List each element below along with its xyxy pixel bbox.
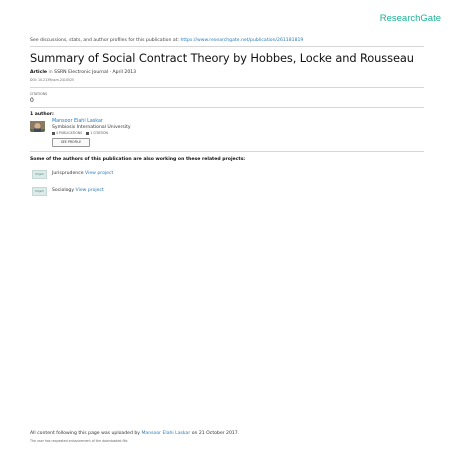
- authors-divider: [30, 151, 424, 152]
- authors-label: 1 author:: [30, 112, 54, 117]
- meta-divider: [30, 87, 424, 88]
- upload-note: [30, 431, 239, 436]
- publication-type: Article: [30, 70, 48, 75]
- enhancement-note: The user has requested enhancement of the downloaded file.: [30, 439, 129, 443]
- project-name: Sociology: [52, 188, 75, 193]
- author-name[interactable]: Mansoor Elahi Laskar: [52, 119, 103, 124]
- publication-doi: DOI: 10.2139/ssrn.2410525: [30, 78, 75, 82]
- avatar-photo-icon: [30, 121, 45, 132]
- see-profile-button[interactable]: SEE PROFILE: [52, 138, 90, 147]
- in-label: in: [48, 70, 53, 75]
- view-project-link[interactable]: View project: [85, 171, 114, 176]
- top-divider: [30, 46, 424, 47]
- upload-prefix: All content following this page was uploaded by: [30, 431, 140, 436]
- publication-meta: [30, 70, 136, 75]
- citations-label: CITATIONS: [30, 92, 48, 96]
- publication-title: Summary of Social Contract Theory by Hobbes, Locke and Rousseau: [30, 51, 414, 65]
- project-name: Jurisprudence: [52, 171, 84, 176]
- publication-venue: SSRN Electronic Journal · April 2013: [54, 70, 137, 75]
- author-publications: 4 PUBLICATIONS: [56, 131, 83, 135]
- publication-link[interactable]: https://www.researchgate.net/publication/261181819: [180, 38, 304, 43]
- related-projects-label: Some of the authors of this publication are also working on these related projects:: [30, 157, 246, 162]
- author-institution: Symbiosis International University: [52, 125, 131, 130]
- upload-date: on 21 October 2017.: [191, 431, 240, 436]
- square-bullet-icon: [86, 132, 89, 135]
- square-bullet-icon: [52, 132, 55, 135]
- uploader-link[interactable]: Mansoor Elahi Laskar: [141, 431, 191, 436]
- citations-divider: [30, 107, 424, 108]
- citations-count: 0: [30, 97, 34, 104]
- view-project-link[interactable]: View project: [75, 188, 104, 193]
- author-stats: [52, 131, 108, 135]
- related-project-item: [52, 171, 113, 176]
- author-avatar[interactable]: [30, 119, 45, 132]
- project-thumbnail[interactable]: Project: [32, 187, 47, 196]
- researchgate-logo[interactable]: ResearchGate: [379, 13, 441, 24]
- discussion-text: See discussions, stats, and author profiles for this publication at:: [30, 38, 180, 43]
- related-project-item: [52, 188, 104, 193]
- discussion-note: [30, 38, 303, 43]
- project-thumbnail[interactable]: Project: [32, 170, 47, 179]
- author-citations: 1 CITATION: [90, 131, 108, 135]
